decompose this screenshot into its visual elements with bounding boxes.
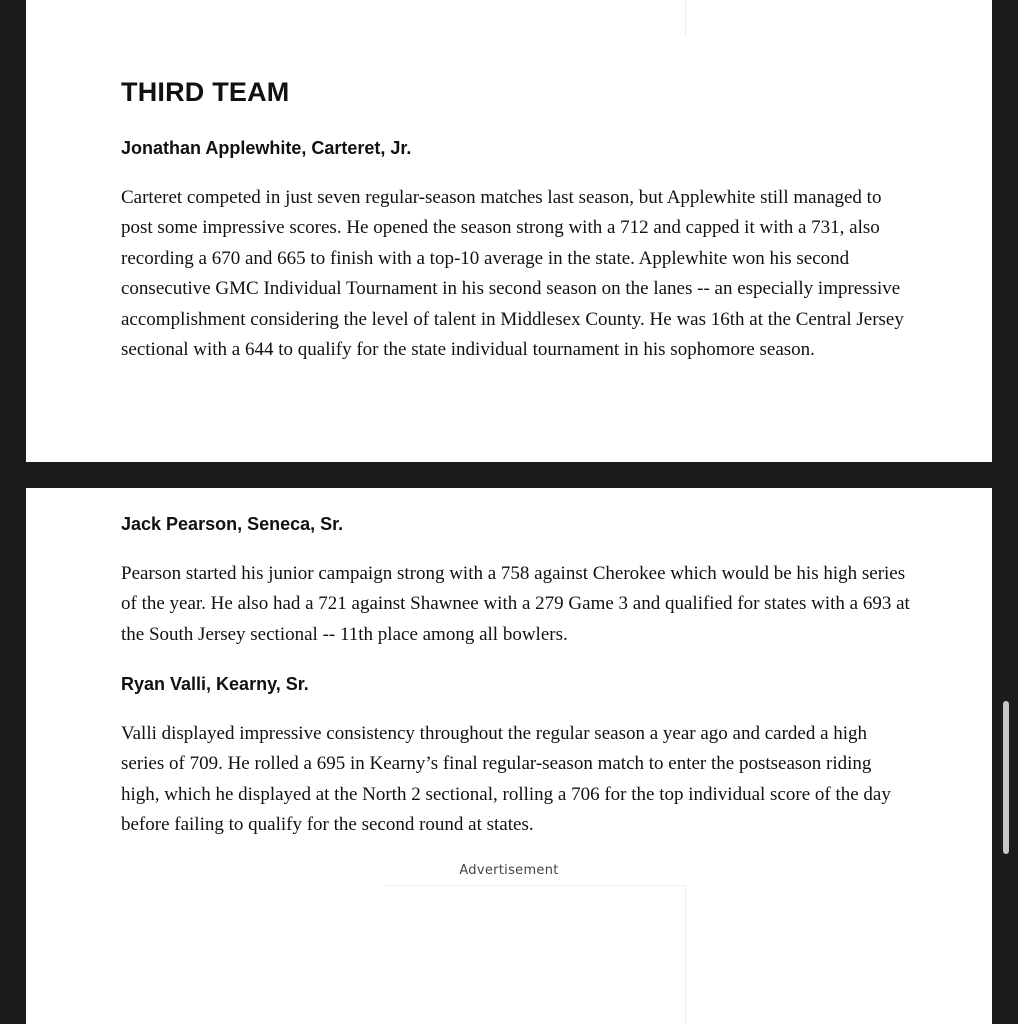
advertisement-label: Advertisement (459, 863, 559, 878)
section-heading: THIRD TEAM (121, 77, 290, 107)
ad-divider-line (685, 0, 686, 36)
player-bio: Carteret competed in just seven regular-season matches last season, but Applewhite still managed to post some impressive scores. He opened the season strong with a 712 and capped it with a 731, also recording a 670 and 665 to finish with a top-10 average in the state. Applewhite won his second consecutive GMC Individual Tournament in his second season on the lanes -- an especially impressive accomplishment considering the level of talent in Middlesex County. He was 16th at the Central Jersey sectional with a 644 to qualify for the state individual tournament in his sophomore season. (121, 187, 904, 361)
player-name: Ryan Valli, Kearny, Sr. (121, 674, 309, 694)
player-bio: Valli displayed impressive consistency throughout the regular season a year ago and carded a high series of 709. He rolled a 695 in Kearny’s final regular-season match to enter the postseason riding high, which he displayed at the North 2 sectional, rolling a 706 for the top individual score of the day before failing to qualify for the second round at states. (121, 723, 891, 836)
scrollbar-thumb[interactable] (1003, 701, 1009, 854)
player-bio: Pearson started his junior campaign strong with a 758 against Cherokee which would be his high series of the year. He also had a 721 against Shawnee with a 279 Game 3 and qualified for states with a 693 at the South Jersey sectional -- 11th place among all bowlers. (121, 563, 910, 645)
player-name: Jack Pearson, Seneca, Sr. (121, 514, 344, 534)
ad-divider-line (685, 885, 686, 1024)
player-name: Jonathan Applewhite, Carteret, Jr. (121, 138, 412, 158)
article-panel-top (26, 0, 992, 462)
advertisement-slot[interactable] (384, 885, 686, 1024)
article-panel-bottom (26, 488, 992, 1024)
